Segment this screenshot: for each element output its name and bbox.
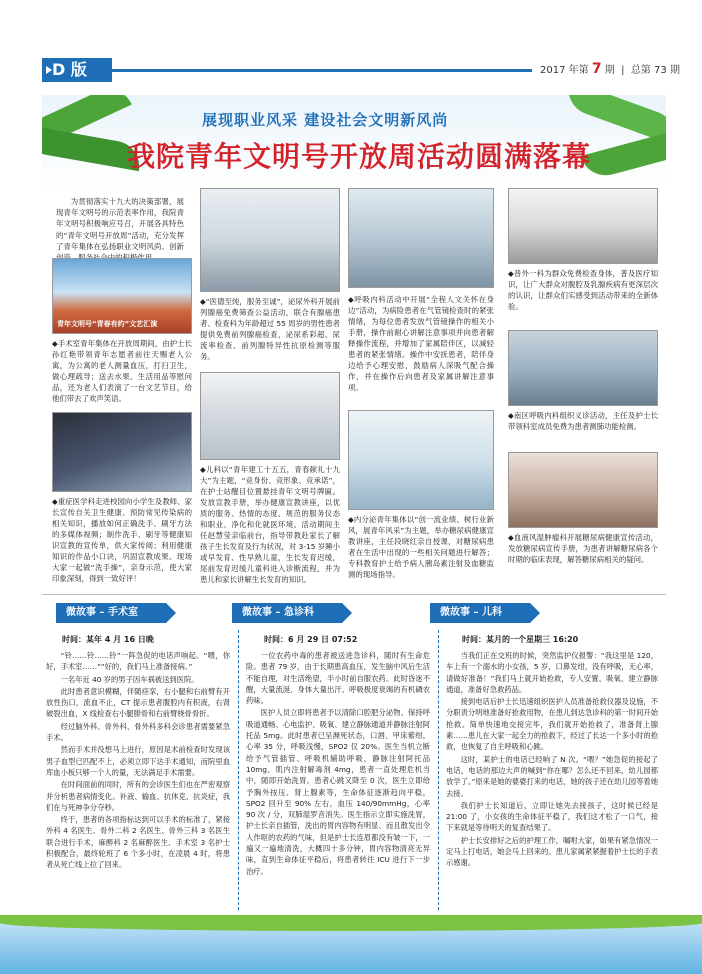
caption-general-surgery: ◆普外一科为群众免费检查身体，普及医疗知识，让广大群众对腹腔及乳腺疾病有更深层次的认识，让群众们实感受到活动带来的全新体验。 — [508, 269, 658, 311]
story-time-operating-room: 时间：某年 4 月 16 日晚 — [62, 635, 154, 644]
story-paragraph: 在时间面前的同时，所有的会诊医生们也在严密观察并分析患者病情变化。补液、输血、抗休克、抗炎症，我们在与死神争分夺秒。 — [46, 780, 230, 812]
caption-oncology: ◆血液风湿肿瘤科开展糖尿病健康宣传活动，发放糖尿病宣传手册，为患者讲解糖尿病各个时期的临床表现，解答糖尿病相关的疑问。 — [508, 533, 658, 564]
story-body-operating-room — [46, 650, 230, 872]
story-time-pediatrics: 时间：某月的一个星期三 16:20 — [462, 635, 579, 644]
pediatrics-photo — [200, 372, 340, 460]
title-banner — [42, 95, 666, 190]
story-paragraph: 护士长安排好之后的护理工作，嘱咐大家，如果有紧急情况一定马上打电话，她会马上回来的。患儿家属紧紧握着护士长的手表示感谢。 — [446, 835, 658, 868]
caption-icu: ◆重症医学科走进校园向小学生及教师、家长宣传自关卫生健康、预防常见传染病的相关知识，播放如何正确洗手、刷牙方法的多媒体视频；制作洗手、刷牙等健康知识宣教的宣传单，供大家传阅；利用健康知识的作品小口诀，巩固宣教成果。现场大家一起做“洗手操”，亲身示范，使大家印象深刻，得到一致好评！ — [52, 497, 192, 583]
oncology-photo — [508, 452, 658, 528]
issue-info: 2017 年第 7 期 | 总第 73 期 — [540, 61, 680, 77]
column-divider — [238, 630, 239, 910]
story-paragraph: 经过脑外科、骨外科、骨外科多科会诊患者需要紧急手术。 — [46, 721, 230, 743]
caption-urology: ◆“医德至纯，服务至诚”，泌尿外科开展前列腺癌免费筛查公益活动，联合有腺癌患者、检查科为年龄超过 55 周岁的男性患者提供免费前列腺癌检查，泌尿系彩超、尿流率检查、前列腺特异性抗原检测等服务。 — [200, 297, 340, 361]
classroom-photo — [52, 412, 192, 492]
story-paragraph: 当我们正在交班的时候，突然监护仪报警：“我这里是 120，车上有一个溺水的小女孩，5 岁，口鼻发绀，没有呼吸，无心率，请做好准备！”我们马上就开始抢救，专人安置、吸氧、建立静脉通道，准备好急救药品。 — [446, 651, 658, 694]
story-paragraph: 一名年近 40 岁的男子因车祸被送到医院。 — [60, 674, 199, 684]
issue-unit: 期 — [604, 65, 615, 76]
section-divider — [42, 594, 666, 595]
story-paragraph: 我们护士长知道后，立即让她先去接孩子，这时候已经是 21:00 了，小女孩的生命体征平稳了，我们这才松了一口气，接下来就是等待明天的复查结果了。 — [446, 800, 658, 833]
issue-number: 7 — [591, 61, 602, 77]
bronchoscopy-photo — [348, 188, 494, 288]
story-paragraph: 接到电话后护士长迅速组织医护人员准备抢救仪器及设施，不分职责分明地准备好抢救用物，在患儿到达急诊科的第一时间开始抢救。简单快速地交接完毕，我们就开始抢救了，准备肾上腺素……患儿在大家一起全力的抢救下，经过了长达一个多小时的抢救，也恢复了自主呼吸和心跳。 — [446, 697, 658, 752]
edition-label: D 版 — [42, 58, 112, 82]
performance-photo — [52, 258, 192, 334]
story-paragraph: 这时，某护士的电话已经响了 N 次。“喂？”她急促的接起了电话，电话的那边大声的喊到“你在哪？怎么还不回来，幼儿园都放学了。”原来是她的婆婆打来的电话，她的孩子还在幼儿园等着她去接。 — [446, 754, 658, 798]
caption-endocrinology: ◆内分泌青年集体以“创一流业绩、树行业新风，展青年风采”为主题，举办糖尿病健康宣教讲座，主任段晓红亲自授课，对糖尿病患者在生活中出现的一些相关问题进行解答；专科教育护士给予病人胰岛素注射及血糖监测的现场指导。 — [348, 515, 494, 579]
story-body-emergency — [246, 650, 430, 878]
story-body-pediatrics — [446, 650, 658, 870]
free-clinic-photo — [508, 330, 658, 406]
surgery-lecture-photo — [508, 188, 658, 264]
caption-pediatrics: ◆儿科以“青年建工十五五，青春献礼十九大”为主题，“竞身份、竞形象、竞承诺”，在护士站醒目位置悬挂青年文明号牌匾。发放宣教手册，举办健康宣教讲座，以优质的服务、热情的态度、规范的服务仪态和职业、净化和化就医环境。活动期间主任赵慧莹亲临前台，指导带教赴家长了解孩子生长发育及行为状况，对 3-15 岁睡小或早发育、性早熟儿童，生长发育迟缓，尾前发育迟缓儿童科进入诊断流程，并为患儿和家长讲解生长发育的知识。 — [200, 465, 340, 584]
story-paragraph: 终于，患者的各项指标达到可以手术的标准了，紧接外科 4 名医生、骨外二科 2 名医生、骨外三科 3 名医生联合进行手术，麻醉科 2 名麻醉医生、手术室 3 名护士积极配合，最终轮班了 6 个多小时，在凌晨 4 时，将患者从死亡线上拉了回来。 — [46, 815, 230, 870]
page-header — [0, 58, 702, 84]
header-rule — [112, 69, 532, 72]
intro-paragraph: 为贯彻落实十九大的决策部署，展现青年文明号的示范表率作用，我院青年文明号积极响应号召，开展各具特色的“青年文明号开放周”活动，充分发挥了青年集体在弘扬职业文明风尚、创新 — [56, 197, 184, 251]
endocrinology-photo — [348, 410, 494, 510]
footer-grass — [0, 915, 702, 931]
column-divider — [438, 630, 439, 910]
caption-operating-room: ◆手术室青年集体在开放周期间，由护士长孙红艳带领青年志愿者前往天赐老人公寓，为公寓的老人测量血压，打扫卫生，做心理疏导；送去水果、生活用品等慰问品，还为老人们表演了一台文艺节目，给他们带去了欢声笑语。 — [52, 339, 192, 403]
caption-respiratory: ◆呼吸内科活动中开展“全程人文关怀在身边”活动，为病险患者在气管镜检查时的紧张情绪，为每位患者发放气管镜操作的相关小手册，操作前耐心讲解注意事项并向患者解释操作流程，并增加了家属陪伴区，以减轻患者的紧张情绪。操作中安抚患者，陪伴身边给予心理安慰，鼓励病人深吸气配合操作，并在操作后向患者及家属讲解注意事项。 — [348, 295, 494, 392]
story-time-emergency: 时间：6 月 29 日 07:52 — [264, 635, 358, 644]
story-header-pediatrics: 微故事 – 儿科 — [430, 603, 530, 623]
urology-clinic-photo — [200, 188, 340, 292]
story-header-operating-room: 微故事 – 手术室 — [56, 603, 166, 623]
banner-subtitle: 展现职业风采 建设社会文明新风尚 — [202, 111, 449, 129]
issue-total: 总第 73 期 — [630, 65, 680, 76]
banner-title: 我院青年文明号开放周活动圆满落幕 — [127, 140, 592, 173]
story-paragraph: 然而手术并没想马上进行，原因是术前检查时发现该男子血型已匹配不上，必须立即下达手术通知，而院里血库血小板只够一个人的量，无法满足手术需要。 — [46, 745, 230, 777]
story-header-emergency: 微故事 – 急诊科 — [232, 603, 342, 623]
story-paragraph: “铃……铃……铃”一阵急促的电话声响起。“喂，你好，手术室……”“好的，我们马上准备接病。” — [46, 651, 230, 672]
caption-south-respiratory: ◆南区呼吸内科组织义诊活动，主任及护士长带领科室成员免费为患者测肺功能检测。 — [508, 411, 658, 431]
story-paragraph: 一位农药中毒的患者被送进急诊科，随时有生命危险。患者 79 岁，由于长期患高血压，发生脑中风后生活不能自理，对生活绝望，半小时前自服农药。此时昏迷不醒，大量流涎、身体大量出汗、呼吸极度衰竭的有机磷农药味。 — [246, 651, 430, 706]
story-paragraph: 此时患者意识模糊，伴随痉挛，右小腿和右前臂有开放性伤口，流血不止，CT 提示患者腹腔内有积液，右肾破裂出血，X 线检查右小腿腓骨和右前臂桡骨骨折。 — [46, 686, 230, 719]
photo-banner-text: 青年文明号“青春有约”文艺汇演 — [57, 320, 158, 328]
story-paragraph: 医护人员立即将患者予以清除口腔肥分泌物、保持呼吸道通畅、心电监护、吸氧、建立静脉通道并静脉注射阿托品 5mg。此时患者已呈濒死状态，口唇、甲床紫绀，心率 35 分，呼吸浅慢，SPO2 仅 20%。医生当机立断给予气管插管、呼吸机辅助呼吸，静脉注射阿托品 10mg，肌内注射解毒剂 4mg，患者一直处理危机当中，随即开始洗胃。患者心跳又降至 0 次，医生立即给予胸外按压、肾上腺素等，生命体征逐渐趋向平稳，SPO2 回升至 90% 左右，血压 140/90mmHg，心率 90 次 / 分，双肺湿罗音消失。医生指示立即实施洗胃，护士长亲自插管，洗出的胃内容物有明显、而且散发出令人作呕的农药的气味，但是护士长连眉都没有皱一下，一遍又一遍地清洗，大概四十多分钟，胃内容物清亮无异味，直到生命体征平稳后，将患者转往 ICU 进行下一步治疗。 — [246, 708, 430, 876]
issue-prefix: 2017 年第 — [540, 65, 589, 76]
